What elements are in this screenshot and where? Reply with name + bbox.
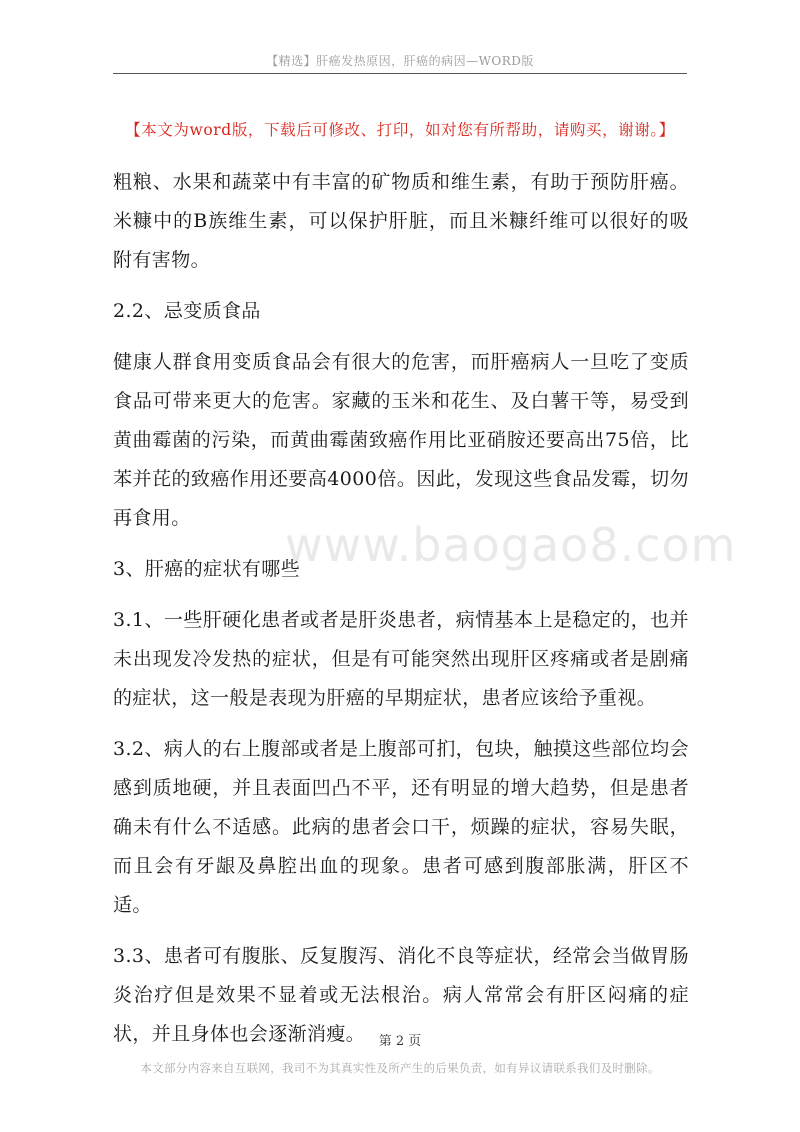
paragraph-spoiled-food: 健康人群食用变质食品会有很大的危害，而肝癌病人一旦吃了变质食品可带来更大的危害。家藏的玉米和花生、及白薯干等，易受到黄曲霉菌的污染，而黄曲霉菌致癌作用比亚硝胺还要高出75倍，比苯并芘的致癌作用还要高4000倍。因此，发现这些食品发霉，切勿再食用。 xyxy=(113,351,689,529)
paragraph-symptom-3-3: 3.3、患者可有腹胀、反复腹泻、消化不良等症状，经常会当做胃肠炎治疗但是效果不显着或无法根治。病人常常会有肝区闷痛的症状，并且身体也会逐渐消瘦。 xyxy=(113,945,689,1045)
section-heading-2-2: 2.2、忌变质食品 xyxy=(113,300,261,322)
document-body xyxy=(113,163,689,1066)
paragraph-symptom-3-1: 3.1、一些肝硬化患者或者是肝炎患者，病情基本上是稳定的，也并未出现发冷发热的症状，但是有可能突然出现肝区疼痛或者是剧痛的症状，这一般是表现为肝癌的早期症状，患者应该给予重视。 xyxy=(113,609,689,709)
site-watermark: www.baogao8.com xyxy=(285,518,737,572)
paragraph-coarse-grains: 粗粮、水果和蔬菜中有丰富的矿物质和维生素，有助于预防肝癌。米糠中的B族维生素，可以保护肝脏，而且米糠纤维可以很好的吸附有害物。 xyxy=(113,171,689,271)
word-version-notice: 【本文为word版，下载后可修改、打印，如对您有所帮助，请购买，谢谢。】 xyxy=(125,121,675,139)
page-header-title: 【精选】肝癌发热原因，肝癌的病因—WORD版 xyxy=(266,54,534,68)
header-divider xyxy=(113,73,687,74)
footer-disclaimer: 本文部分内容来自互联网，我司不为其真实性及所产生的后果负责，如有异议请联系我们及时删除。 xyxy=(140,1061,660,1075)
paragraph-symptom-3-2: 3.2、病人的右上腹部或者是上腹部可扪，包块，触摸这些部位均会感到质地硬，并且表面凹凸不平，还有明显的增大趋势，但是患者确未有什么不适感。此病的患者会口干，烦躁的症状，容易失眠，而且会有牙龈及鼻腔出血的现象。患者可感到腹部胀满，肝区不适。 xyxy=(113,738,689,916)
section-heading-3: 3、肝癌的症状有哪些 xyxy=(113,558,301,580)
page-number: 第 2 页 xyxy=(378,1034,422,1049)
